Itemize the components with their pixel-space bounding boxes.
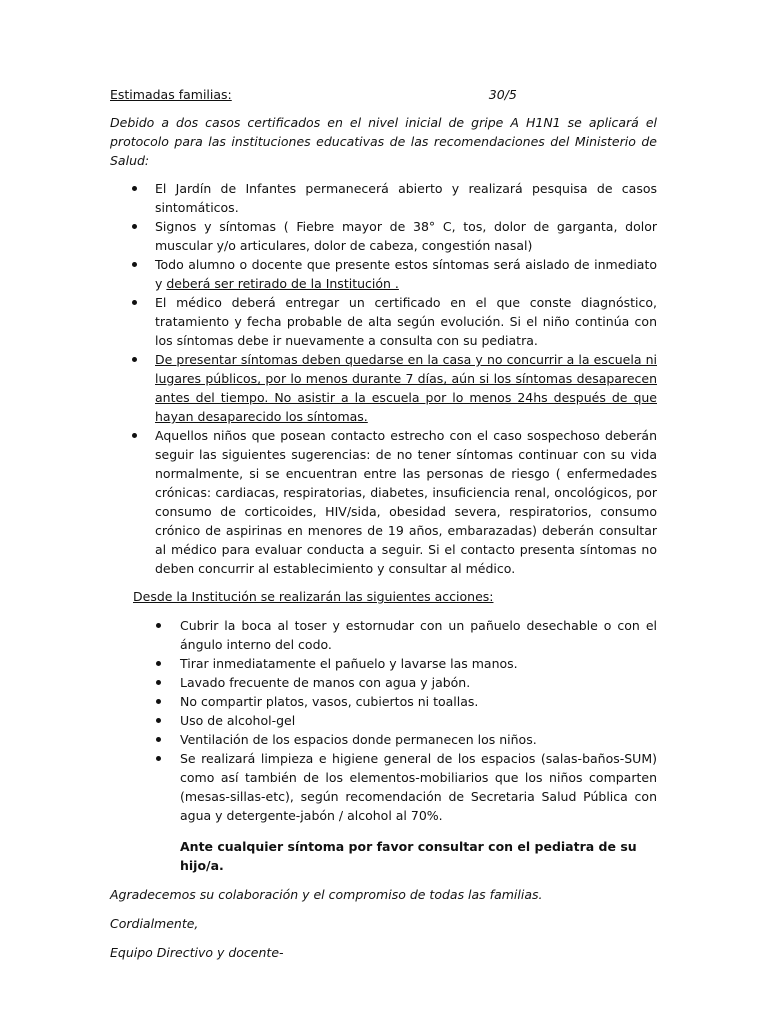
action-item — [110, 654, 657, 673]
action-item-text: Se realizará limpieza e higiene general de los espacios (salas-baños-SUM) como así también de los elementos-mobiliarios que los niños comparten (mesas-sillas-etc), según recomendación de Secretaria Salud Pública con agua y detergente-jabón / alcohol al 70%. — [180, 751, 657, 823]
letter-body — [110, 85, 657, 962]
action-item-text: Uso de alcohol-gel — [180, 713, 296, 728]
closing-regards: Cordialmente, — [110, 916, 199, 931]
protocol-item-text: Signos y síntomas ( Fiebre mayor de 38° C, tos, dolor de garganta, dolor muscular y/o articulares, dolor de cabeza, congestión nasal) — [155, 219, 657, 253]
action-item-text: Cubrir la boca al toser y estornudar con un pañuelo desechable o con el ángulo interno del codo. — [180, 618, 657, 652]
letter-header — [110, 85, 657, 104]
bullet-icon — [156, 680, 161, 685]
bullet-icon — [132, 357, 137, 362]
intro-paragraph: Debido a dos casos certificados en el nivel inicial de gripe A H1N1 se aplicará el protocolo para las instituciones educativas de las recomendaciones del Ministerio de Salud: — [110, 115, 657, 168]
bullet-icon — [132, 433, 137, 438]
protocol-item — [110, 255, 657, 293]
action-item-text: Tirar inmediatamente el pañuelo y lavarse las manos. — [180, 656, 518, 671]
bullet-icon — [156, 699, 161, 704]
action-item-text: Ventilación de los espacios donde permanecen los niños. — [180, 732, 537, 747]
protocol-item-text: El Jardín de Infantes permanecerá abierto y realizará pesquisa de casos sintomáticos. — [155, 181, 657, 215]
protocol-item — [110, 350, 657, 426]
letter-date: 30/5 — [488, 87, 517, 102]
actions-heading: Desde la Institución se realizarán las siguientes acciones: — [133, 589, 494, 604]
protocol-item-text: El médico deberá entregar un certificado en el que conste diagnóstico, tratamiento y fecha probable de alta según evolución. Si el niño continúa con los síntomas debe ir nuevamente a consulta con su pediatra. — [155, 295, 657, 348]
action-item — [110, 730, 657, 749]
protocol-item — [110, 293, 657, 350]
protocol-item-text: Todo alumno o docente que presente estos síntomas será aislado de inmediato y — [155, 257, 657, 291]
bullet-icon — [156, 737, 161, 742]
bullet-icon — [132, 224, 137, 229]
actions-list — [110, 616, 657, 825]
action-item — [110, 749, 657, 825]
protocol-item — [110, 217, 657, 255]
bullet-icon — [156, 718, 161, 723]
closing-thanks: Agradecemos su colaboración y el compromiso de todas las familias. — [110, 887, 543, 902]
signature: Equipo Directivo y docente- — [110, 945, 284, 960]
protocol-item-underlined: deberá ser retirado de la Institución . — [166, 276, 399, 291]
action-item — [110, 673, 657, 692]
bullet-icon — [156, 756, 161, 761]
bullet-icon — [156, 661, 161, 666]
protocol-list — [110, 179, 657, 578]
action-item-text: No compartir platos, vasos, cubiertos ni toallas. — [180, 694, 479, 709]
action-item-text: Lavado frecuente de manos con agua y jabón. — [180, 675, 471, 690]
protocol-item-text: Aquellos niños que posean contacto estrecho con el caso sospechoso deberán seguir las siguientes sugerencias: de no tener síntomas continuar con su vida normalmente, si se encuentran entre las personas de riesgo ( enfermedades crónicas: cardiacas, respiratorias, diabetes, insuficiencia renal, oncológicos, por consumo de corticoides, HIV/sida, obesidad severa, respiratorios, consumo crónico de aspirinas en menores de 19 años, embarazadas) deberán consultar al médico para evaluar conducta a seguir. Si el contacto presenta síntomas no deben concurrir al establecimiento y consultar al médico. — [155, 428, 657, 576]
action-item — [110, 692, 657, 711]
bullet-icon — [156, 623, 161, 628]
warning-note: Ante cualquier síntoma por favor consultar con el pediatra de su hijo/a. — [180, 839, 637, 873]
bullet-icon — [132, 300, 137, 305]
protocol-item — [110, 426, 657, 578]
protocol-item-text: De presentar síntomas deben quedarse en la casa y no concurrir a la escuela ni lugares públicos, por lo menos durante 7 días, aún si los síntomas desaparecen antes del tiempo. No asistir a la escuela por lo menos 24hs después de que hayan desaparecido los síntomas. — [155, 352, 657, 424]
action-item — [110, 711, 657, 730]
action-item — [110, 616, 657, 654]
protocol-item — [110, 179, 657, 217]
bullet-icon — [132, 262, 137, 267]
bullet-icon — [132, 186, 137, 191]
salutation: Estimadas familias: — [110, 87, 232, 102]
